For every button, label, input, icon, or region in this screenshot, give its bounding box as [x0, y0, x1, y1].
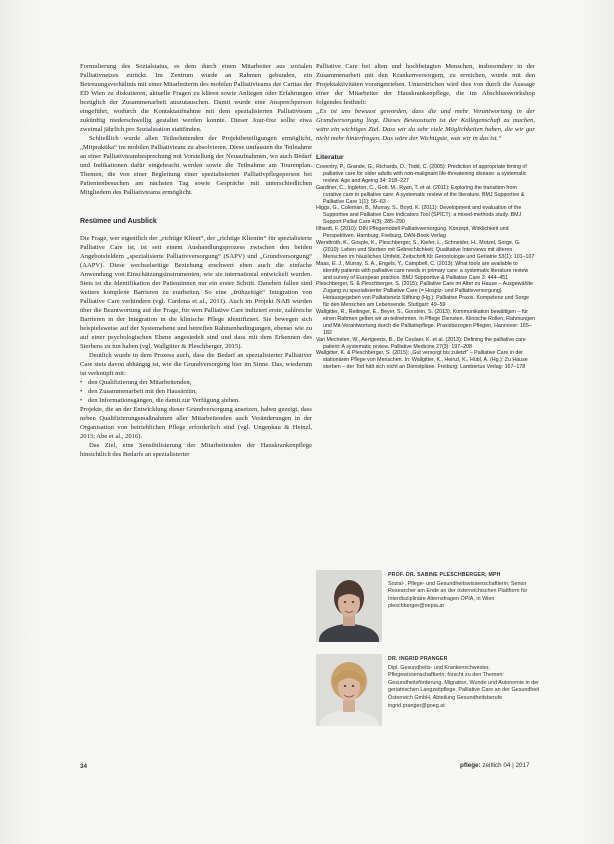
reference-item: Gardiner, C., Ingleton, C., Gott, M., Ryan, T. et al. (2011): Exploring the transition from curative care to palliative care: A systematic review of the literature. BMJ Supportive & Palliative Care 1(1): 56–63: [316, 184, 525, 205]
reference-item: Higgs, G., Coleman, B., Murray, S., Boyd, K. (2011): Development and evaluation of the Supportive and Palliative Care Indicators Tool (SPICT): a mixed-methods study. BMJ Support Palliat Care 4(3): 285–290: [316, 205, 522, 226]
section-heading: Resümee und Ausblick: [80, 218, 157, 225]
list-item: • den Qualifizierung der Mitarbeitenden,: [80, 378, 312, 387]
journal-name: pflege:: [460, 762, 481, 769]
author-box: [316, 654, 541, 726]
quote-paragraph: „Es ist uns bewusst geworden, dass die und mehr Verantwortung in der Grundversorgung liegt. Dieses Bewusstsein ist der Kollegenschaft zu machen, wäre ein wichtiges Ziel. Dass wir da sehr viele Möglichkeiten haben, die wir gar nicht mehr hinterfragen. Das wäre der Wichtigste, was wir in das ist.“: [316, 108, 535, 142]
author-email[interactable]: pleschberger@oepia.at: [388, 603, 444, 610]
reference-item: Wallgitter, K. & Pleschberger, S. (2015): „Gut versorgt bis zuletzt“ – Palliative Care in der stationären Pflege von Menschen. In: Wallgitter, K., Heinzl, K., Hübl, A. (Hg.): Zu Hause sterben – der Tod hält sich nicht an Dienstpläne. Freiburg: Lambertus Verlag: 167–178: [316, 350, 528, 371]
author-photo: [316, 570, 382, 642]
author-photo: [316, 654, 382, 726]
reference-list: [316, 164, 535, 371]
body-paragraph: Projekte, die an der Entwicklung dieser Grundversorgung ansetzen, haben gezeigt, dass neben Qualifizierungsmaßnahmen aller Mitarbeitenden auch Veränderungen in der Organisation von betrieblichen Pflege erforderlich sind (vgl. Ungenkau & Heinzl, 2013; Abe et al., 2016).: [80, 406, 312, 440]
left-column: [80, 62, 312, 459]
author-email[interactable]: ingrid.pranger@goeg.at: [388, 702, 445, 709]
author-text: [388, 656, 541, 710]
body-paragraph: Das Ziel, eine Sensibilisierung der Mitarbeitenden der Hauskrankenpflege hinsichtlich des Bedarfs an spezialisierter: [80, 442, 312, 458]
right-column: [316, 62, 535, 371]
list-item: • den Zusammenarbeit mit den Hausärztin,: [80, 387, 312, 396]
reference-item: Wallgitter, R., Reitinger, E., Beyer, S., Gorstein, S. (2013): Kommunikation bewältigen – für einen Rahmen gelten wir an teilnehmen. In Pflege Diensten. Klinische Rollen, Rahmungen und Mit-Verantwortung durch die Palliativpflege. Praxisbezogen Pflegen, Hannover: 165–182: [316, 309, 536, 336]
reference-item: Maas, E. J., Murray, S. A., Engels, Y., Campbell, C. (2013): What tools are available to identify patients with palliative care needs in primary care: a systematic literature review and survey of European practice. BMJ Supportive & Palliative Care 3: 444–451: [316, 260, 529, 281]
reference-item: Illhardt, F. (2010): DIN Pflegemodell Palliativversorgung. Konzept, Wirklichkeit und Perspektiven. Hamburg, Freiburg. DAN-Book-Verlag: [316, 226, 509, 240]
reference-item: Wendtroth, K., Gosple, K., Pleschberger, S., Kiefer, L., Schneider, H., Motzel, Sorge, G. (2010): Leben und Sterben mit Gebrechlichkeit. Qualitative Interviews mit älteren Menschen im häuslichen Umfeld. Zeitschrift für Gerontologie und Geriatrie 53(1): 101–107: [316, 239, 535, 260]
bullet-list: [80, 378, 312, 405]
reference-item: Coventry, P., Grande, G., Richards, D., Todd, C. (2005): Prediction of appropriate timing of palliative care for older adults with non-malignant life-threatening disease: a systematic review. Age and Ageing 34: 218–227: [316, 164, 527, 184]
author-name: PROF. DR. SABINE PLESCHBERGER, MPH: [388, 572, 501, 578]
journal-issue: zeitlich 04 | 2017: [482, 762, 530, 769]
author-box: [316, 570, 541, 642]
list-item: • den Informationsgängen, die damit zur Verfügung stehen.: [80, 396, 312, 405]
author-text: [388, 572, 541, 611]
body-paragraph: Palliative Care bei alten und hochbetagten Menschen, insbesondere in der Zusammenarbeit mit den Krankenversorgern, zu erreichen, wurde mit den Projektaktivitäten vorangetrieben. Unterstrichen wird dies von durch die Aussage einer der Mitarbeiter der Hauskrankenpflege, die im Abschlussworkshop folgendes festhielt:: [316, 63, 535, 106]
author-name: DR. INGRID PRANGER: [388, 656, 448, 662]
literature-heading: Literatur: [316, 154, 344, 161]
author-description: Sozial-, Pflege- und Gesundheitswissenschaftlerin; Senior Researcher am Ende an der österreichischen Plattform für Interdisziplinäre Alternsfragen ÖPIA, in Wien: [388, 580, 528, 602]
reference-item: Van Mechelen, W., Aertgeerts, B., De Ceulaer, K. et al. (2013): Defining the palliative care patient: A systematic review. Palliative Medicine 27(3): 197–208: [316, 336, 526, 350]
body-paragraph: Deutlich wurde in dem Prozess auch, dass die Bedarf an spezialisierter Palliativer Care stets davon abhängig ist, wie die Grundversorgung hier im Sinne. Das, wiederum ist verknüpft mit:: [80, 352, 312, 377]
journal-footer: [460, 762, 530, 769]
body-paragraph: Schließlich wurde allen Teilnehmenden der Projektbeteiligungen ermöglicht, „Mitpraktika“ im mobilen Palliativteam zu absolvieren. Diese umfassten die Teilnahme an einer Palliativteambesprechung mit Vorstellung der Neuaufnahmen, wo auch Bedarf und Indikationen dafür eingebracht werden sowie die Teilnahme am Tourenplan. Themen, die von einer Begleitung einer spezialisierten Palliativpflegeperson bei Patientenbesuchen am nächsten Tag sowie Gespräche mit unterschiedlichen Mitgliedern des Palliativteams ermöglicht.: [80, 135, 312, 196]
author-description: Dipl. Gesundheits- und Krankenschwester, Pflegewissenschaftlerin; forscht zu den Themen: Gesundheitsförderung, Migration, Wunde und Autonomie in der geriatrischen Langzeitpflege, Palliative Care an der Gesundheit Österreich GmbH, Abteilung Gesundheitsberufe: [388, 664, 540, 701]
reference-item: Pleschberger, S. & Pleschberger, S. (2015): Palliative Care im Alter zu Hause – Ausgewählte Zugang zu spezialisierter Palliative Care (= Hospiz- und Palliativversorgung) Herausgegeben von Palliativnetz Stiftung (Hg.): Palliative Praxis. Kompetenz und Sorge für den Menschen am Lebensende. Stuttgart: 49–59: [316, 281, 533, 309]
page-number: 34: [80, 763, 88, 770]
body-paragraph: Formulierung des Sozialstatus, es dem durch einen Mitarbeiter aus sozialen Palliativnetzes zurückt. Im Zentrum wurde an Rahmen gebunden, ein Betreuungsverhältnis mit einer Mitarbeiterin des mobilen Palliativteams der Caritas der ED Wien zu diskutieren, aktuelle Fragen zu klären sowie Anliegen oder Erfahrungen bezüglich der Zusammenarbeit auszutauschen. Damit wurde eine Ansprechperson eingeführt, wodurch die Kontaktaufnahme mit dem spezialisierten Palliativteam zukünftig niederschwellig gestaltet werden konnte. Dieser Jour-fixe sollte etwa zweimal jährlich pro Sozialstation stattfinden.: [80, 63, 312, 133]
body-paragraph: Die Frage, wer eigentlich der „richtige Klient“, der „richtige Klientin“ für spezialisierte Palliative Care ist, ist seit einem Aushandlungsprozess zwischen den beiden Angebotsfeldern „spezialisierte Palliativversorgung“ (SAPV) und „Grundversorgung“ (AAPV). Diese wechselseitige Beziehung erschwert eben auch die einfache Anwendung von Einschätzungsinstrumenten, wie sie international entwickelt wurden. Stets ist die Identifikation der Patientinnen nur ein erster Schritt. Daneben fallen sind weitere komplexe Barrieren zu erarbeiten. So eine „frühzeitige“ Integration von Palliative Care verhindern (vgl. Cardona et al., 2011). Auch im Projekt NAB wurden über die Beantwortung auf der Frage, für wen Palliative Care indiziert erste, zahlreiche Barrieren in der Integration in die klinische Pflege identifiziert. Sie bewegen sich beispielsweise auf der Systemebene und betreffen Rahmenbedingungen, ebenso wie zu auf einer psychologischen Ebene angesiedelt sind und dass mit dem Erkennen des Sterbens zu tun haben (vgl. Wallgitter & Pleschberger, 2015).: [80, 235, 312, 350]
